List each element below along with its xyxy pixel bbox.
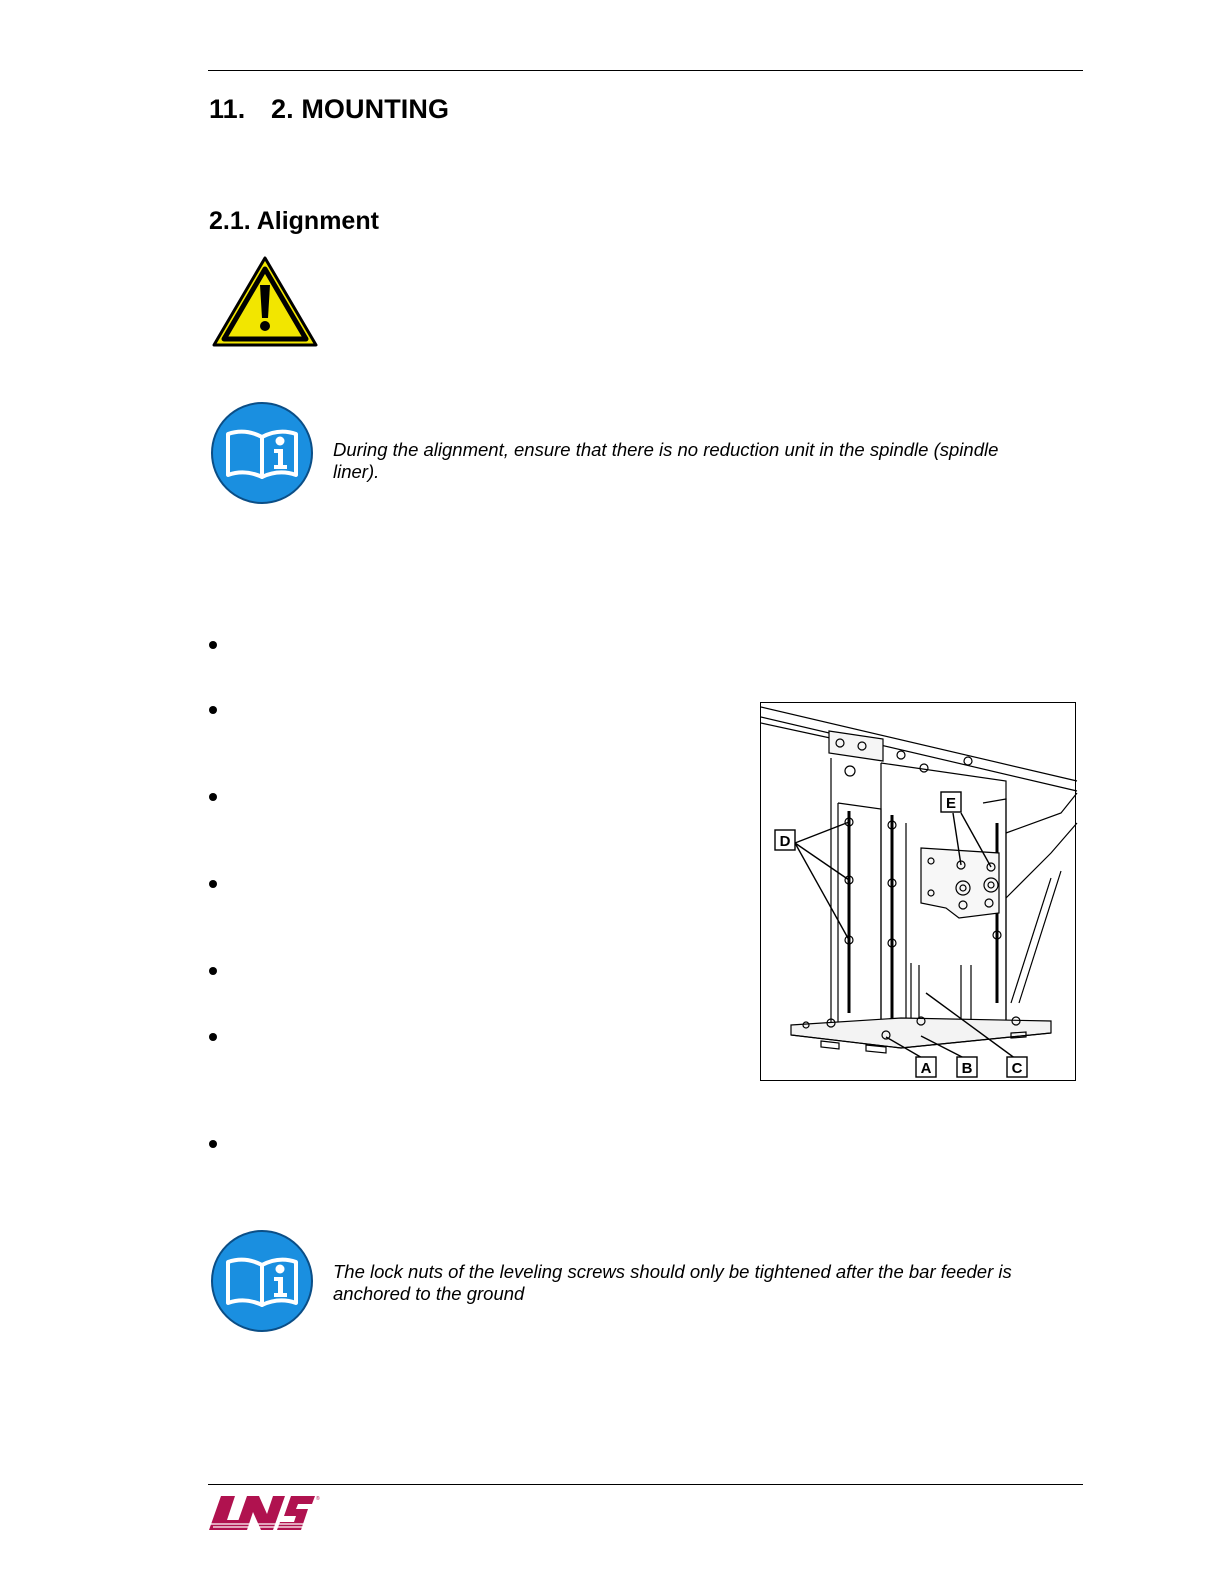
lock-nut-note-line2: anchored to the ground xyxy=(333,1283,525,1304)
lock-nut-note xyxy=(333,1261,1033,1305)
list-bullet xyxy=(209,793,219,803)
list-bullet xyxy=(209,967,219,977)
callout-c: C xyxy=(1011,1060,1023,1077)
list-bullet xyxy=(209,1033,219,1043)
list-bullet xyxy=(209,641,219,651)
lock-nut-note-line1: The lock nuts of the leveling screws should only be tightened after the bar feeder is xyxy=(333,1261,1012,1282)
callout-d: D xyxy=(779,833,791,850)
list-bullet xyxy=(209,1140,219,1150)
list-bullet xyxy=(209,880,219,890)
warning-triangle-icon xyxy=(211,255,319,354)
manual-info-icon xyxy=(210,1229,314,1338)
svg-text:®: ® xyxy=(316,1496,320,1502)
chapter-number: 11. xyxy=(209,94,246,124)
footer-rule xyxy=(208,1484,1083,1485)
manual-info-icon xyxy=(210,401,314,510)
header-rule xyxy=(208,70,1083,71)
callout-a: A xyxy=(920,1060,932,1077)
mounting-figure xyxy=(760,702,1076,1081)
chapter-heading xyxy=(209,94,449,125)
callout-b: B xyxy=(961,1060,973,1077)
mounting-drawing xyxy=(761,703,1077,1082)
chapter-title: 2. MOUNTING xyxy=(271,94,450,124)
callout-e: E xyxy=(945,795,957,812)
list-bullet xyxy=(209,706,219,716)
lns-logo xyxy=(207,1494,319,1537)
section-heading: 2.1. Alignment xyxy=(209,207,379,235)
alignment-note: During the alignment, ensure that there is no reduction unit in the spindle (spindle liner). xyxy=(333,439,999,482)
